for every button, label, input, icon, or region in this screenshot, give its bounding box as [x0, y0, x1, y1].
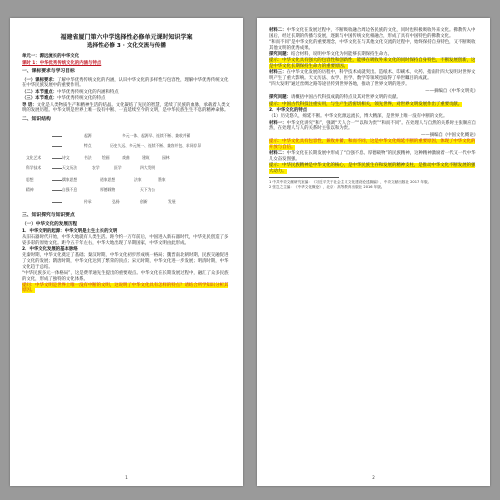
document-title: 福建省厦门第六中学选择性必修单元课时知识学案: [60, 34, 193, 41]
material-paragraph: “四大发明”通过丝绸之路等途径传到世界各地，推动了世界文明的进步。: [269, 82, 410, 88]
diagram-node: 法家: [134, 177, 142, 183]
document-page-left: [10, 18, 243, 486]
diagram-node: 科学技术: [26, 165, 42, 171]
diagram-node: 道家思想: [100, 177, 116, 183]
subsection-heading: （一）中华文化的发展历程: [22, 221, 78, 227]
inquiry-question: 探究问题：结合材料，说明中华文化为何能够长期保持生命力。: [269, 51, 392, 57]
diagram-node: 思想: [26, 177, 34, 183]
material-paragraph: 材料一：中华文化讲究“和”，强调“天人合一”“以和为贵”“和而不同”。在处理人与自然的关系时主张顺应自然，在处理人与人的关系时主张以和为贵。: [269, 120, 477, 132]
diagram-node: 墨家: [158, 177, 166, 183]
unit-label: 单元一：源远流长的中华文化: [22, 54, 80, 60]
page-number: 1: [125, 475, 128, 480]
material-paragraph: 材料二：中华文化在发展过程中，不断吸收融合周边各民族的文化，同时也积极吸收外来文化。佛教传入中国后，经过长期的传播与发展，逐渐与中国传统文化相融合，形成了具有中国特色的佛教文化。: [269, 28, 476, 39]
section-heading-inquiry: 三、知识探究与知识要点: [22, 213, 75, 219]
foreword: 导 语：文化是人类物质生产和精神生活的结晶。文化凝结了先民的智慧，延续了民族的血脉，承载着人类文明的发展历程。中华文明是世界上唯一没有中断、一直延续至今的文明，是中华民族生生不息的精神命脉。: [22, 102, 230, 114]
diagram-node: 园林: [162, 155, 170, 161]
highlighted-answer: 提示：中国古代科技注重实用，与生产生活密切相关，领先世界，对世界文明发展作出了重要贡献。: [269, 101, 463, 107]
paragraph: 从旧石器时代开始，中华大地就有人类生活。距今约一万年前后，中国进入新石器时代，中华先民创造了多姿多彩的原始文化。距今五千年左右，中华大地出现了早期国家，中华文明由此形成。: [22, 234, 229, 246]
diagram-node: 书法: [84, 155, 92, 161]
diagram-node: 文化艺术: [26, 155, 42, 161]
source-citation: ——摘编自《中华文明史》: [425, 88, 478, 94]
knowledge-structure-diagram: [22, 125, 231, 209]
diagram-node: 儒家思想: [62, 177, 78, 183]
highlighted-answer: 提示：中华文化具有包容性，兼收并蓄，和而不同，这是中华文化绵延不断的重要原因，体现了中华文化的开放与自信。: [269, 139, 476, 150]
document-subtitle: 选择性必修 3 · 文化交流与传播: [87, 43, 166, 50]
diagram-connector: [52, 168, 62, 169]
diagram-node: 弘扬: [112, 199, 120, 205]
material-paragraph: 材料二：中华文化在长期发展中形成了“自强不息、厚德载物”的民族精神，这种精神激励着一代又一代中华儿女奋发图强。: [269, 151, 476, 162]
section-heading-structure: 二、知识结构: [22, 116, 51, 122]
paragraph: 先秦时期，中华文化奠定了基础；秦汉时期，中华文化初步形成统一格局；魏晋南北朝时期，民族交融促进了文化的发展；隋唐时期，中华文化达到了繁荣的顶点；宋元时期，中华文化进一步发展；明清时期，中华文化趋于总结。: [22, 253, 229, 270]
diagram-connector: [52, 190, 62, 191]
diagram-connector: [52, 136, 62, 137]
diagram-node: 农学: [92, 165, 100, 171]
quote-paragraph: “中华民族多元一体格局”，这是费孝通先生提出的重要观点。中华文化在长期发展过程中，融汇了众多民族的文化，形成了独特的文化体系。: [22, 270, 229, 282]
diagram-node: 多元一体、起源早、连续不断、兼收并蓄: [122, 133, 191, 139]
highlighted-answer: 提示：中华文化具有强大的包容性和创新性，能够在吸收外来文化的同时保持自身特色，不断发展创新，这是中华文化长期保持生命力的重要原因。: [269, 58, 476, 69]
paragraph: （1）历史悠久，绵延不断。中华文化源远流长，博大精深，是世界上唯一没有中断的文化。: [269, 114, 448, 120]
footnote: 2 张岂之主编：《中华文化概论》，北京：高等教育出版社 2016 年版。: [269, 185, 385, 189]
diagram-connector: [52, 158, 62, 159]
lesson-label: 课时 1：中华优秀传统文化的内涵与特点: [22, 60, 102, 66]
footnote: 1 中共中央文献研究室编：《习近平关于社会主义文化建设论述摘编》，中央文献出版社 2017 年版。: [269, 180, 432, 185]
diagram-node: 戏曲: [122, 155, 130, 161]
diagram-node: 厚德载物: [100, 187, 116, 193]
material-paragraph: 材料三：在中华文化发展的历程中，科学技术成就突出。造纸术、印刷术、火药、指南针四大发明对世界文明产生了重大影响。天文历法、农学、医学、数学等领域也取得了举世瞩目的成就。: [269, 70, 476, 81]
goal-item: （一）课标要求：了解中华优秀传统文化的内涵，认识中华文化的多样性与包容性，理解中华优秀传统文化在中华民族发展中的重要作用。: [22, 77, 229, 89]
diagram-node: 自强不息: [62, 187, 78, 193]
diagram-node: 诗文: [62, 155, 70, 161]
diagram-node: 天下为公: [140, 187, 156, 193]
diagram-connector: [52, 202, 62, 203]
material-paragraph: “和而不同”是中华文化的重要理念，中华文化在与其他文化交流的过程中，始终保持自身特色，又不断吸收其他文明的优秀成果。: [269, 39, 476, 51]
diagram-node: 特点: [84, 143, 92, 149]
goal-item: （二）本节重点：中华优秀传统文化的内涵和特点: [22, 89, 119, 95]
source-citation: ——摘编自《中国文化概论》: [420, 132, 478, 138]
highlighted-answer: 提示：中华民族精神是中华文化的核心，是中华民族生存和发展的精神支柱，是推动中华文化不断发展的强大动力。: [269, 163, 476, 174]
diagram-node: 四大发明: [140, 165, 156, 171]
diagram-node: 传承: [84, 199, 92, 205]
section-heading-goals: 一、课标要求与学习目标: [22, 69, 75, 75]
topic-heading: 2．中华文化的特点: [269, 107, 308, 113]
highlighted-question: 提问：中华文明是世界上唯一没有中断的文明，这说明了中华文化具有怎样的特点？请结合所学知识分析其原因。: [22, 282, 229, 294]
diagram-node: 起源: [84, 133, 92, 139]
diagram-connector: [52, 180, 62, 181]
inquiry-question: 探究问题：请概括中国古代科技成就的特点及其对世界文明的贡献。: [269, 95, 401, 101]
footnote-divider: [269, 177, 339, 178]
topic-heading: 1．中华文明的起源：中华文明是土生土长的文明: [22, 228, 118, 234]
diagram-node: 建筑: [142, 155, 150, 161]
document-page-right: [257, 18, 490, 486]
diagram-node: 天文历法: [62, 165, 78, 171]
diagram-node: 发展: [168, 199, 176, 205]
topic-heading: 2．中华文化发展的基本脉络: [22, 246, 78, 252]
diagram-node: 历史久远、多元统一、连续不断、兼容并包、求同存异: [110, 143, 202, 149]
diagram-node: 医学: [114, 165, 122, 171]
goal-item: （三）本节难点：中华优秀传统文化的特点: [22, 96, 106, 102]
diagram-node: 绘画: [102, 155, 110, 161]
page-number: 2: [372, 475, 375, 480]
diagram-node: 精神: [26, 187, 34, 193]
diagram-node: 创新: [140, 199, 148, 205]
diagram-connector: [52, 146, 62, 147]
